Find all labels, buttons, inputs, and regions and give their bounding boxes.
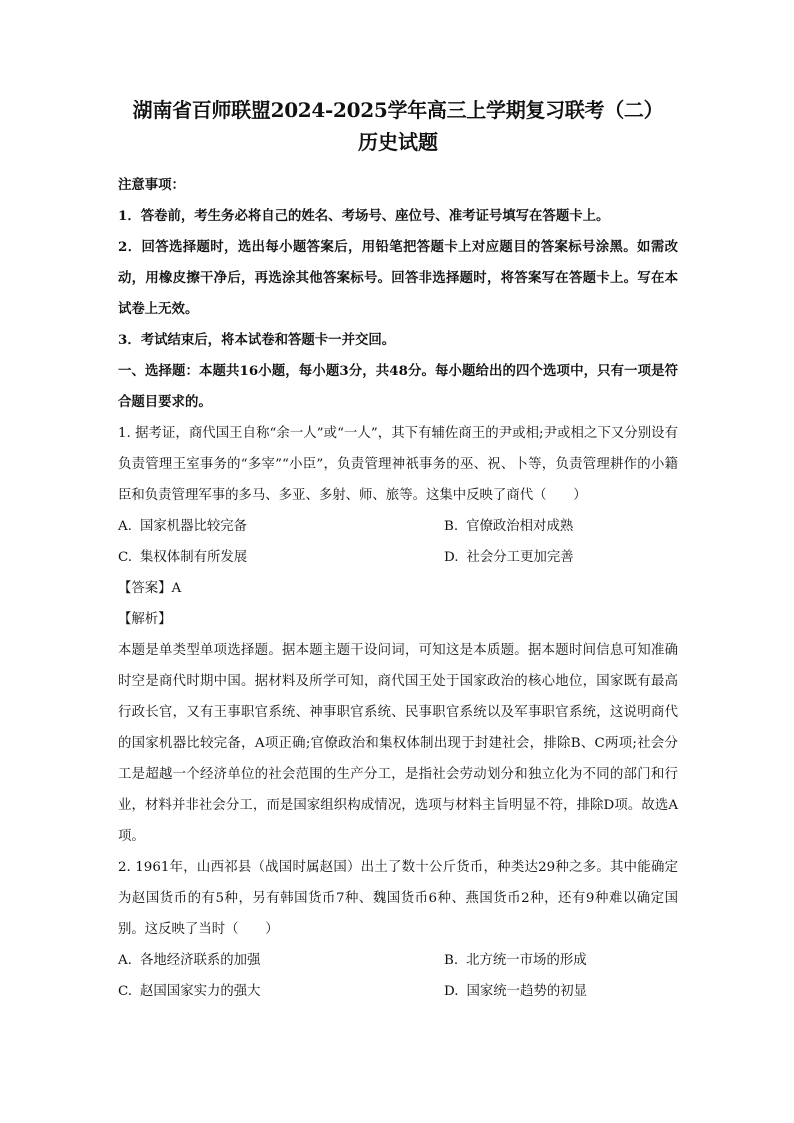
option-c: C. 赵国国家实力的强大 <box>118 984 261 999</box>
notice-heading: 注意事项： <box>118 177 185 193</box>
question-stem: 1. 据考证，商代国王自称“余一人”或“一人”，其下有辅佐商王的尹或相;尹或相之下又分别设有负责管理王室事务的“多宰”“小臣”，负责管理神祇事务的巫、祝、卜等，负责管理耕作的小籍臣和负责管理军事的多马、多亚、多射、师、旅等。这集中反映了商代（ ） <box>118 426 678 503</box>
question-stem: 2. 1961年，山西祁县（战国时属赵国）出土了数十公斤货币，种类达29种之多。其中能确定为赵国货币的有5种，另有韩国货币7种、魏国货币6种、燕国货币2种，还有9种难以确定国别。这反映了当时（ ） <box>118 860 678 937</box>
notice-item: 1．答卷前，考生务必将自己的姓名、考场号、座位号、准考证号填写在答题卡上。 <box>118 208 610 224</box>
option-d: D. 社会分工更加完善 <box>444 550 574 565</box>
option-d: D. 国家统一趋势的初显 <box>444 984 588 999</box>
analysis-text: 本题是单类型单项选择题。据本题主题干设问词，可知这是本质题。据本题时间信息可知准确时空是商代时期中国。据材料及所学可知，商代国王处于国家政治的核心地位，国家既有最高行政长官，又有王事职官系统、神事职官系统、民事职官系统以及军事职官系统，这说明商代的国家机器比较完备，A项正确;官僚政治和集权体制出现于封建社会，排除B、C两项;社会分工是超越一个经济单位的社会范围的生产分工，是指社会劳动划分和独立化为不同的部门和行业，材料并非社会分工，而是国家组织构成情况，选项与材料主旨明显不符，排除D项。故选A项。 <box>118 643 678 844</box>
analysis-heading: 【解析】 <box>118 612 172 627</box>
notice-item: 3．考试结束后，将本试卷和答题卡一并交回。 <box>118 332 396 348</box>
exam-subtitle: 历史试题 <box>358 130 438 154</box>
exam-title: 湖南省百师联盟2024-2025学年高三上学期复习联考（二） <box>132 98 664 122</box>
question-options <box>118 945 678 1007</box>
exam-page <box>118 94 678 1007</box>
section-heading: 一、选择题：本题共16小题，每小题3分，共48分。每小题给出的四个选项中，只有一项是符合题目要求的。 <box>118 363 678 410</box>
option-b: B. 北方统一市场的形成 <box>444 953 587 968</box>
question-options <box>118 511 678 573</box>
notice-item: 2．回答选择题时，选出每小题答案后，用铅笔把答题卡上对应题目的答案标号涂黑。如需改动，用橡皮擦干净后，再选涂其他答案标号。回答非选择题时，将答案写在答题卡上。写在本试卷上无效。 <box>118 239 678 317</box>
answer-label: 【答案】A <box>118 581 182 596</box>
option-c: C. 集权体制有所发展 <box>118 550 248 565</box>
option-b: B. 官僚政治相对成熟 <box>444 519 574 534</box>
option-a: A. 国家机器比较完备 <box>118 519 248 534</box>
option-a: A. 各地经济联系的加强 <box>118 953 261 968</box>
